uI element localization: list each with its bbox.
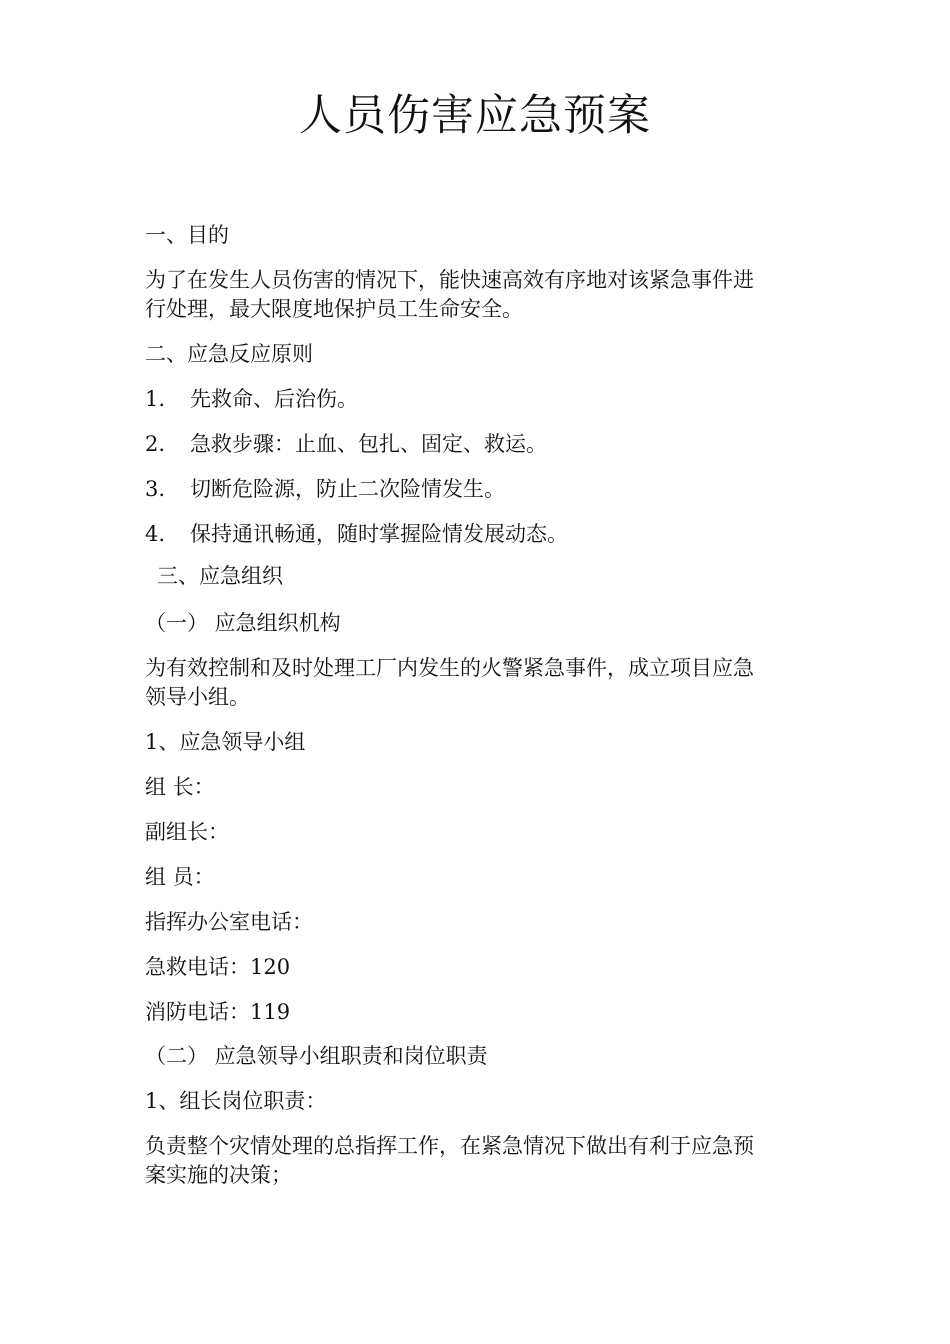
purpose-paragraph-line-1: 为了在发生人员伤害的情况下，能快速高效有序地对该紧急事件进 xyxy=(145,268,754,292)
principle-item xyxy=(145,519,568,549)
structure-paragraph-line-1: 为有效控制和及时处理工厂内发生的火警紧急事件，成立项目应急 xyxy=(145,656,754,680)
principle-item xyxy=(145,429,547,459)
principle-text: 先救命、后治伤。 xyxy=(190,387,358,411)
principle-number: 1. xyxy=(145,387,166,411)
leadership-group-title: 1、应急领导小组 xyxy=(145,730,306,754)
leader-duties-title: 1、组长岗位职责： xyxy=(145,1089,327,1113)
section-heading-principles: 二、应急反应原则 xyxy=(145,342,313,366)
principle-item xyxy=(145,384,358,414)
principle-text: 保持通讯畅通，随时掌握险情发展动态。 xyxy=(190,522,568,546)
principle-number: 3. xyxy=(145,477,166,501)
principle-item xyxy=(145,474,505,504)
principle-text: 急救步骤：止血、包扎、固定、救运。 xyxy=(190,432,547,456)
subsection-heading-duties: （二） 应急领导小组职责和岗位职责 xyxy=(145,1044,488,1068)
members-field: 组 员： xyxy=(145,865,215,889)
section-heading-purpose: 一、目的 xyxy=(145,223,229,247)
principle-number: 4. xyxy=(145,522,166,546)
emergency-phone-field: 急救电话：120 xyxy=(145,955,291,979)
deputy-leader-field: 副组长： xyxy=(145,820,229,844)
section-heading-organization: 三、应急组织 xyxy=(157,564,283,588)
principle-text: 切断危险源，防止二次险情发生。 xyxy=(190,477,505,501)
leader-field: 组 长： xyxy=(145,775,215,799)
leader-duties-paragraph-line-2: 案实施的决策； xyxy=(145,1163,292,1187)
fire-phone-field: 消防电话：119 xyxy=(145,1000,291,1024)
principle-number: 2. xyxy=(145,432,166,456)
leader-duties-paragraph-line-1: 负责整个灾情处理的总指挥工作，在紧急情况下做出有利于应急预 xyxy=(145,1134,754,1158)
subsection-heading-structure: （一） 应急组织机构 xyxy=(145,611,341,635)
purpose-paragraph-line-2: 行处理，最大限度地保护员工生命安全。 xyxy=(145,297,523,321)
structure-paragraph-line-2: 领导小组。 xyxy=(145,685,250,709)
page-title: 人员伤害应急预案 xyxy=(299,91,651,141)
office-phone-field: 指挥办公室电话： xyxy=(145,910,313,934)
